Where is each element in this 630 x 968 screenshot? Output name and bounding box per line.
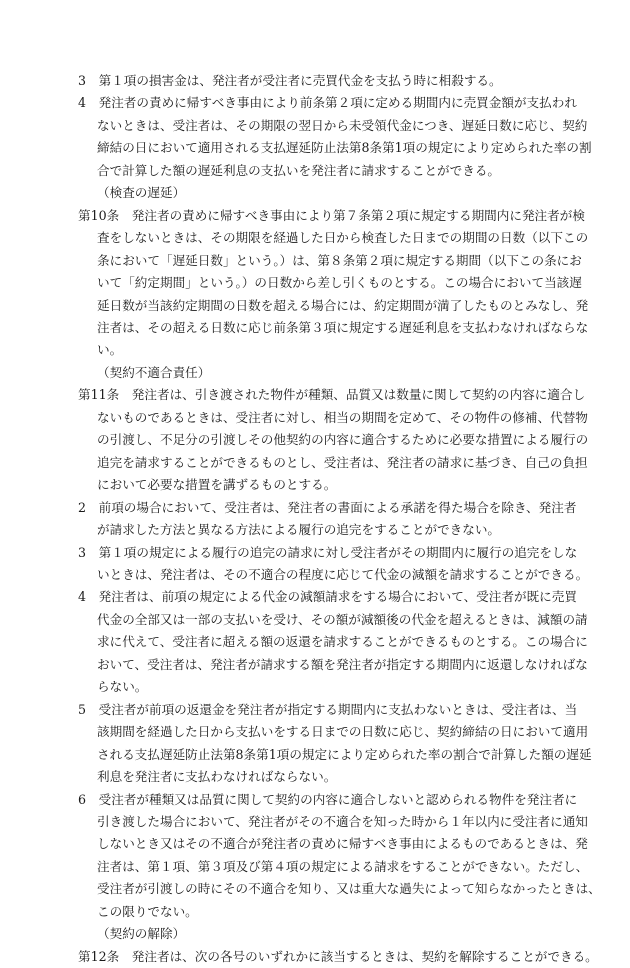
section-caption bbox=[78, 182, 556, 204]
text-line: 引き渡した場合において、発注者がその不適合を知った時から１年以内に受注者に通知 bbox=[97, 813, 588, 829]
text-line: 第11条 発注者は、引き渡された物件が種類、品質又は数量に関して契約の内容に適合し bbox=[78, 387, 586, 403]
text-line: （契約の解除） bbox=[97, 926, 186, 942]
clause-paragraph bbox=[78, 205, 589, 362]
text-line: が請求した方法と異なる方法による履行の追完をすることができない。 bbox=[97, 522, 500, 538]
clause-paragraph bbox=[78, 789, 601, 924]
text-line: 受注者が引渡しの時にその不適合を知り、又は重大な過失によって知らなかったときは、 bbox=[97, 881, 601, 897]
text-line: 条において「遅延日数」という。）は、第８条第２項に規定する期間（以下この条にお bbox=[97, 252, 582, 268]
text-line: 第12条 発注者は、次の各号のいずれかに該当するときは、契約を解除することができる。 bbox=[78, 948, 598, 964]
text-line: おいて、受注者は、発注者が請求する額を発注者が指定する期間内に返還しなければな bbox=[97, 656, 588, 672]
text-line: 延日数が当該約定期間の日数を超える場合には、約定期間が満了したものとみなし、発 bbox=[97, 297, 589, 313]
text-line: 6 受注者が種類又は品質に関して契約の内容に適合しないと認められる物件を発注者に bbox=[78, 791, 578, 807]
text-line: 2 前項の場合において、受注者は、発注者の書面による承諾を得た場合を除き、発注者 bbox=[78, 499, 577, 515]
text-line: 合で計算した額の遅延利息の支払いを発注者に請求することができる。 bbox=[97, 162, 500, 178]
section-caption bbox=[78, 923, 556, 945]
text-line: いて「約定期間」という。）の日数から差し引くものとする。この場合において当該遅 bbox=[97, 275, 582, 291]
clause-paragraph bbox=[78, 92, 592, 182]
text-line: 代金の全部又は一部の支払いを受け、その額が減額後の代金を超えるときは、減額の請 bbox=[97, 611, 588, 627]
text-line: される支払遅延防止法第8条第1項の規定により定められた率の割合で計算した額の遅延 bbox=[97, 746, 592, 762]
text-line: 査をしないときは、その期限を経過した日から検査した日までの期間の日数（以下この bbox=[97, 230, 589, 246]
clause-paragraph bbox=[78, 542, 589, 587]
text-line: 3 第１項の損害金は、発注者が受注者に売買代金を支払う時に相殺する。 bbox=[78, 73, 502, 88]
text-line: 5 受注者が前項の返還金を発注者が指定する期間内に支払わないときは、受注者は、当 bbox=[78, 701, 578, 717]
text-line: 4 発注者は、前項の規定による代金の減額請求をする場合において、受注者が既に売買 bbox=[78, 589, 577, 605]
clause-paragraph bbox=[78, 946, 598, 968]
text-line: らない。 bbox=[97, 679, 148, 695]
clause-paragraph bbox=[78, 384, 589, 496]
text-line: この限りでない。 bbox=[97, 903, 198, 919]
text-line: 4 発注者の責めに帰すべき事由により前条第２項に定める期間内に売買金額が支払われ bbox=[78, 95, 577, 111]
text-line: ないものであるときは、受注者に対し、相当の期間を定めて、その物件の修補、代替物 bbox=[97, 409, 588, 425]
text-line: 注者は、その超える日数に応じ前条第３項に規定する遅延利息を支払わなければならな bbox=[97, 319, 589, 335]
text-line: 第10条 発注者の責めに帰すべき事由により第７条第２項に規定する期間内に発注者が検 bbox=[78, 207, 585, 223]
text-line: いときは、発注者は、その不適合の程度に応じて代金の減額を請求することができる。 bbox=[97, 566, 589, 582]
text-line: 3 第１項の規定による履行の追完の請求に対し受注者がその期間内に履行の追完をしな bbox=[78, 544, 578, 560]
text-line: 該期間を経過した日から支払いをする日までの日数に応じ、契約締結の日において適用 bbox=[97, 724, 589, 740]
text-line: 利息を発注者に支払わなければならない。 bbox=[97, 769, 337, 785]
text-line: 求に代えて、受注者に超える額の返還を請求することができるものとする。この場合に bbox=[97, 634, 588, 650]
contract-document-page bbox=[78, 70, 601, 968]
text-line: 注者は、第１項、第３項及び第４項の規定による請求をすることができない。ただし、 bbox=[97, 858, 589, 874]
section-caption bbox=[78, 362, 556, 384]
text-line: の引渡し、不足分の引渡しその他契約の内容に適合するために必要な措置による履行の bbox=[97, 432, 589, 448]
clause-paragraph bbox=[78, 497, 577, 542]
text-line: において必要な措置を講ずるものとする。 bbox=[97, 477, 337, 493]
clause-paragraph bbox=[78, 70, 556, 92]
text-line: 追完を請求することができるものとし、受注者は、発注者の請求に基づき、自己の負担 bbox=[97, 454, 588, 470]
text-line: （検査の遅延） bbox=[97, 185, 186, 201]
clause-paragraph bbox=[78, 586, 588, 698]
clause-paragraph bbox=[78, 699, 592, 789]
text-line: い。 bbox=[97, 342, 123, 358]
text-line: 締結の日において適用される支払遅延防止法第8条第1項の規定により定められた率の割 bbox=[97, 140, 592, 156]
text-line: ないときは、受注者は、その期限の翌日から未受領代金につき、遅延日数に応じ、契約 bbox=[97, 117, 588, 133]
text-line: しないとき又はその不適合が発注者の責めに帰すべき事由によるものであるときは、発 bbox=[97, 836, 588, 852]
text-line: （契約不適合責任） bbox=[97, 364, 211, 380]
